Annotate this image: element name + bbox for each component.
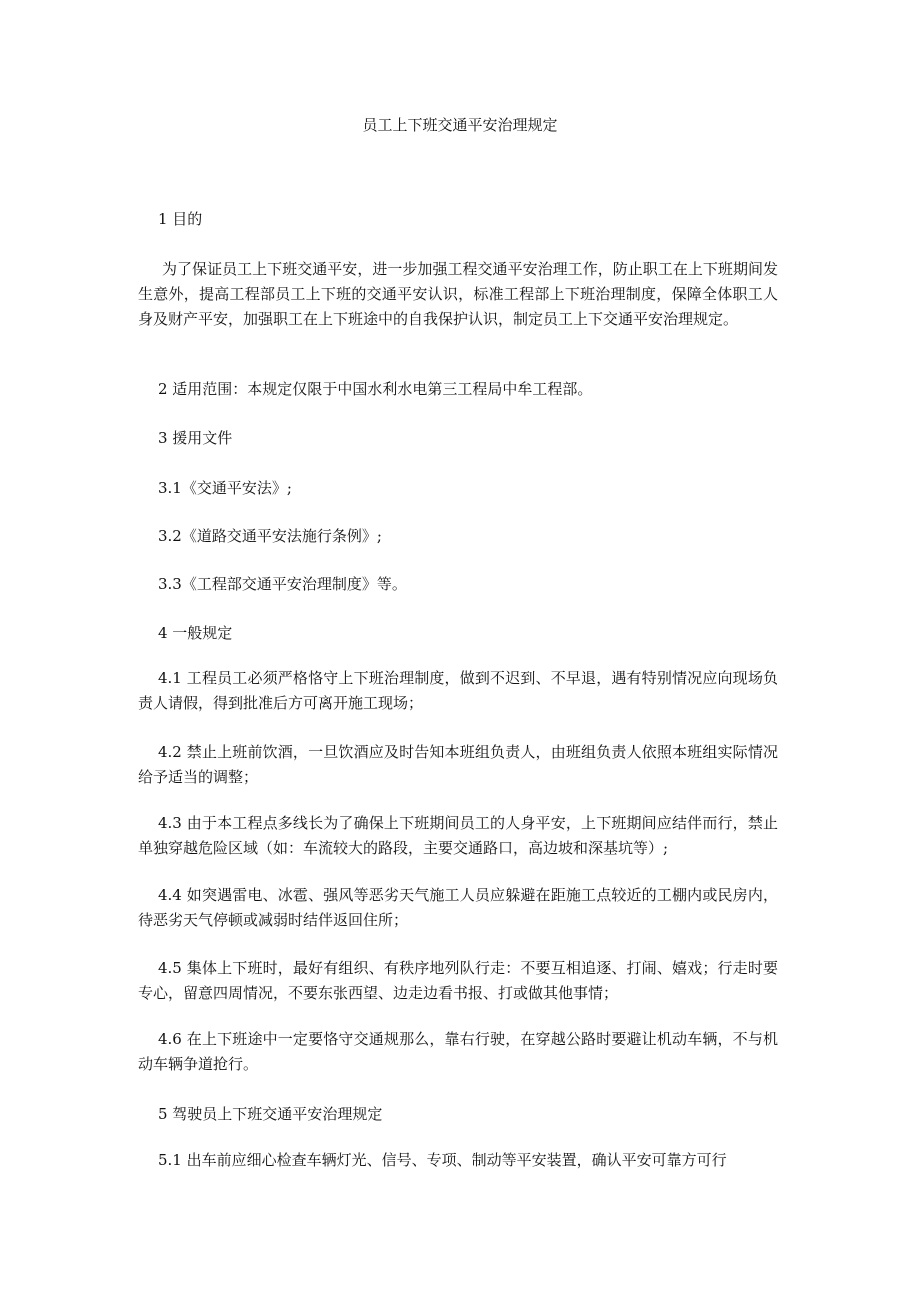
section-1-body: 为了保证员工上下班交通平安，进一步加强工程交通平安治理工作，防止职工在上下班期间发生意外，提高工程部员工上下班的交通平安认识，标准工程部上下班治理制度，保障全体职工人身及财产平安，加强职工在上下班途中的自我保护认识，制定员工上下交通平安治理规定。: [138, 260, 778, 328]
item-3-2: 3.2《道路交通平安法施行条例》;: [158, 527, 382, 545]
section-2-scope: 2 适用范围：本规定仅限于中国水利水电第三工程局中牟工程部。: [158, 380, 593, 398]
item-4-5: 4.5 集体上下班时，最好有组织、有秩序地列队行走：不要互相追逐、打闹、嬉戏；行走时要专心，留意四周情况，不要东张西望、边走边看书报、打或做其他事情；: [138, 959, 778, 1002]
item-4-6: 4.6 在上下班途中一定要恪守交通规那么，靠右行驶，在穿越公路时要避让机动车辆，不与机动车辆争道抢行。: [138, 1030, 778, 1073]
section-4-heading: 4 一般规定: [158, 624, 233, 642]
section-1-heading: 1 目的: [158, 210, 203, 228]
document-title: 员工上下班交通平安治理规定: [362, 116, 558, 134]
item-4-4: 4.4 如突遇雷电、冰雹、强风等恶劣天气施工人员应躲避在距施工点较近的工棚内或民房内，待恶劣天气停顿或减弱时结伴返回住所；: [138, 886, 778, 929]
item-3-3: 3.3《工程部交通平安治理制度》等。: [158, 575, 407, 593]
item-3-1: 3.1《交通平安法》;: [158, 479, 292, 497]
item-4-3: 4.3 由于本工程点多线长为了确保上下班期间员工的人身平安，上下班期间应结伴而行，禁止单独穿越危险区域（如：车流较大的路段，主要交通路口，高边坡和深基坑等）;: [138, 814, 778, 857]
item-4-1: 4.1 工程员工必须严格恪守上下班治理制度，做到不迟到、不早退，遇有特别情况应向现场负责人请假，得到批准后方可离开施工现场；: [138, 669, 778, 712]
item-5-1: 5.1 出车前应细心检查车辆灯光、信号、专项、制动等平安装置，确认平安可靠方可行: [158, 1151, 727, 1169]
section-3-heading: 3 援用文件: [158, 429, 233, 447]
section-5-heading: 5 驾驶员上下班交通平安治理规定: [158, 1105, 383, 1123]
item-4-2: 4.2 禁止上班前饮酒，一旦饮酒应及时告知本班组负责人，由班组负责人依照本班组实际情况给予适当的调整；: [138, 743, 778, 786]
